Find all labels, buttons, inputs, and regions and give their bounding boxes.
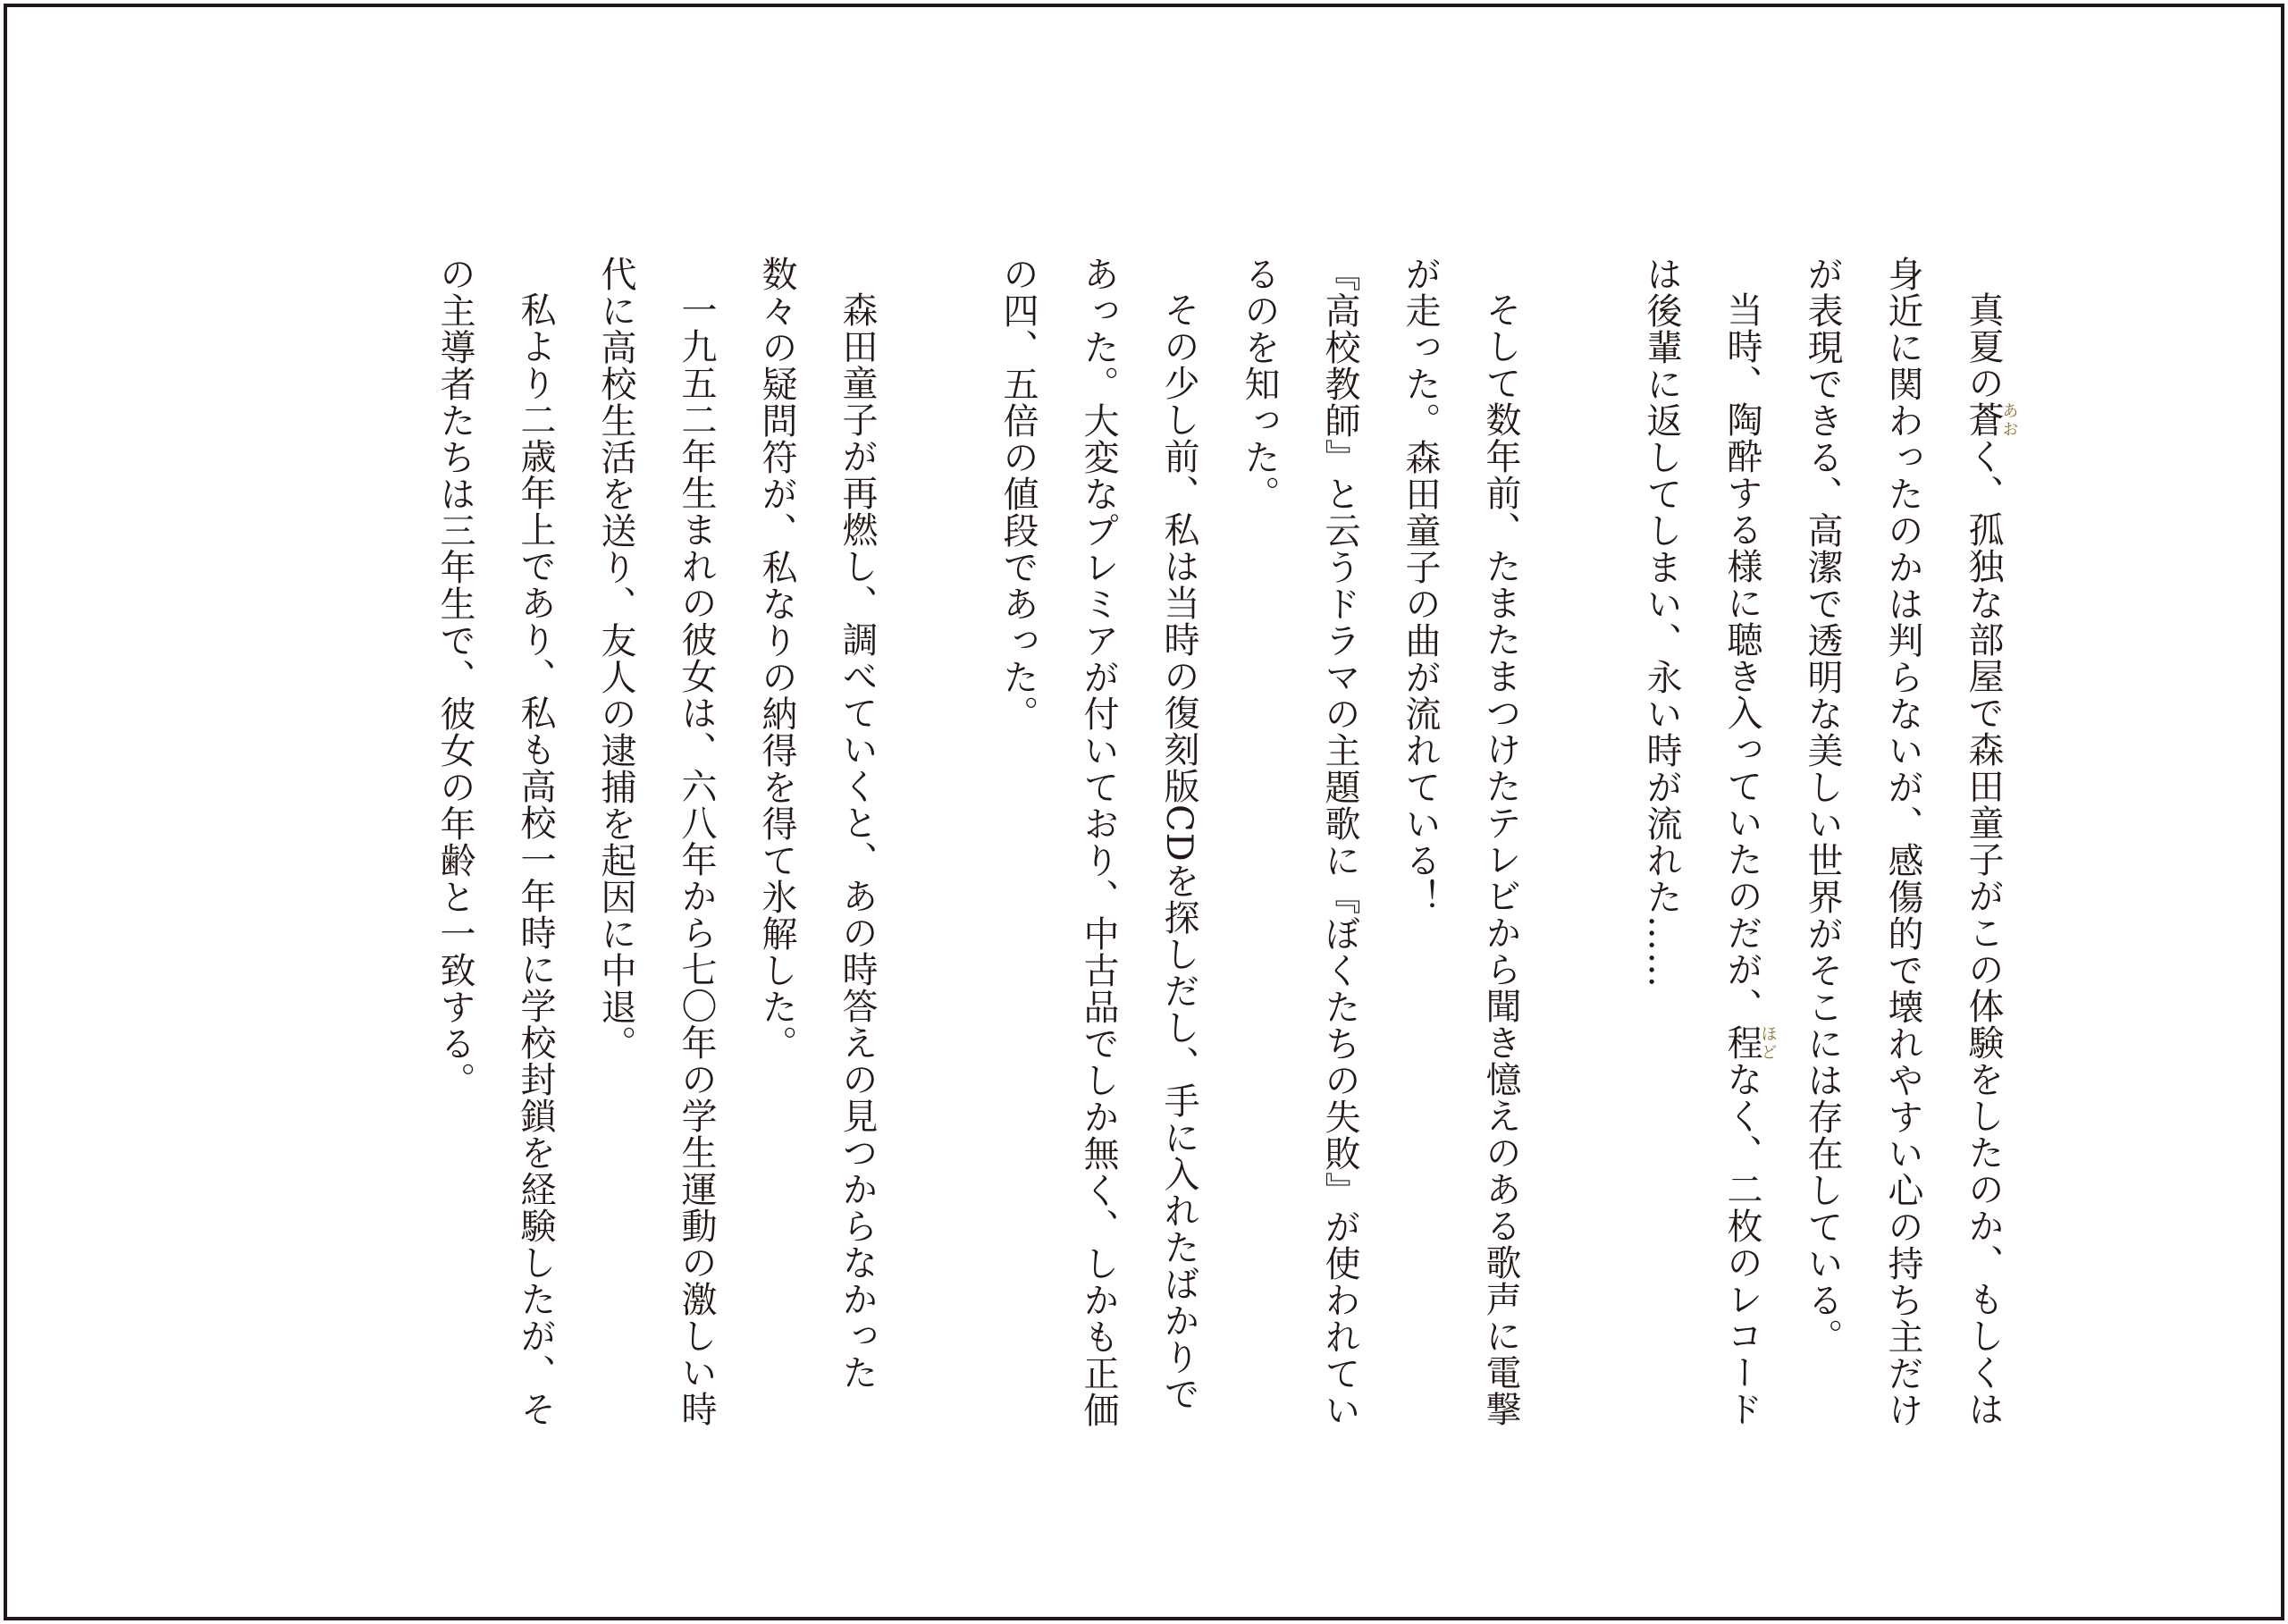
paragraph-2: [1621, 256, 1782, 1435]
paragraph-7: 一九五二年生まれの彼女は、六八年から七〇年の学生運動の激しい時代に高校生活を送り、友人の逮捕を起因に中退。: [595, 256, 717, 1427]
paragraph-1: [1782, 256, 2023, 1435]
paragraph-8: 私より二歳年上であり、私も高校一年時に学校封鎖を経験したが、その主導者たちは三年生で、彼女の年齢と一致する。: [434, 256, 556, 1427]
paragraph-3: そして数年前、たまたまつけたテレビから聞き憶えのある歌声に電撃が走った。森田童子の曲が流れている！: [1400, 256, 1521, 1427]
ruby-text-hodo: ほど: [1758, 1024, 1778, 1061]
paragraph-2-text-b: なく、二枚のレコードは後輩に返してしまい、永い時が流れた……: [1641, 256, 1762, 1427]
ruby-ao: [1963, 401, 2019, 438]
ruby-hodo: [1721, 1024, 1778, 1061]
paragraph-1-text-b: く、孤独な部屋で森田童子がこの体験をしたのか、もしくは身近に関わったのかは判らないが、感傷的で壊れやすい心の持ち主だけが表現できる、高潔で透明な美しい世界がそこには存在している。: [1802, 256, 2004, 1428]
ruby-text-ao: あお: [1999, 401, 2019, 438]
paragraph-6: 森田童子が再燃し、調べていくと、あの時答えの見つからなかった数々の疑問符が、私なりの納得を得て氷解した。: [756, 256, 878, 1391]
section-break-2: [897, 256, 978, 257]
section-break-1: [1541, 256, 1621, 257]
vertical-text-body: [415, 256, 2023, 1435]
ruby-base-ao: 蒼: [1963, 401, 2004, 438]
paragraph-5: その少し前、私は当時の復刻版CDを探しだし、手に入れたばかりであった。大変なプレミアが付いており、中古品でしか無く、しかも正価の四、五倍の値段であった。: [997, 256, 1199, 1428]
paragraph-1-text-a: 真夏の: [1963, 291, 2004, 401]
paragraph-2-text-a: 当時、陶酔する様に聴き入っていたのだが、: [1721, 291, 1762, 1024]
ruby-base-hodo: 程: [1721, 1024, 1762, 1061]
paragraph-4: 『高校教師』と云うドラマの主題歌に『ぼくたちの失敗』が使われているのを知った。: [1239, 256, 1360, 1428]
